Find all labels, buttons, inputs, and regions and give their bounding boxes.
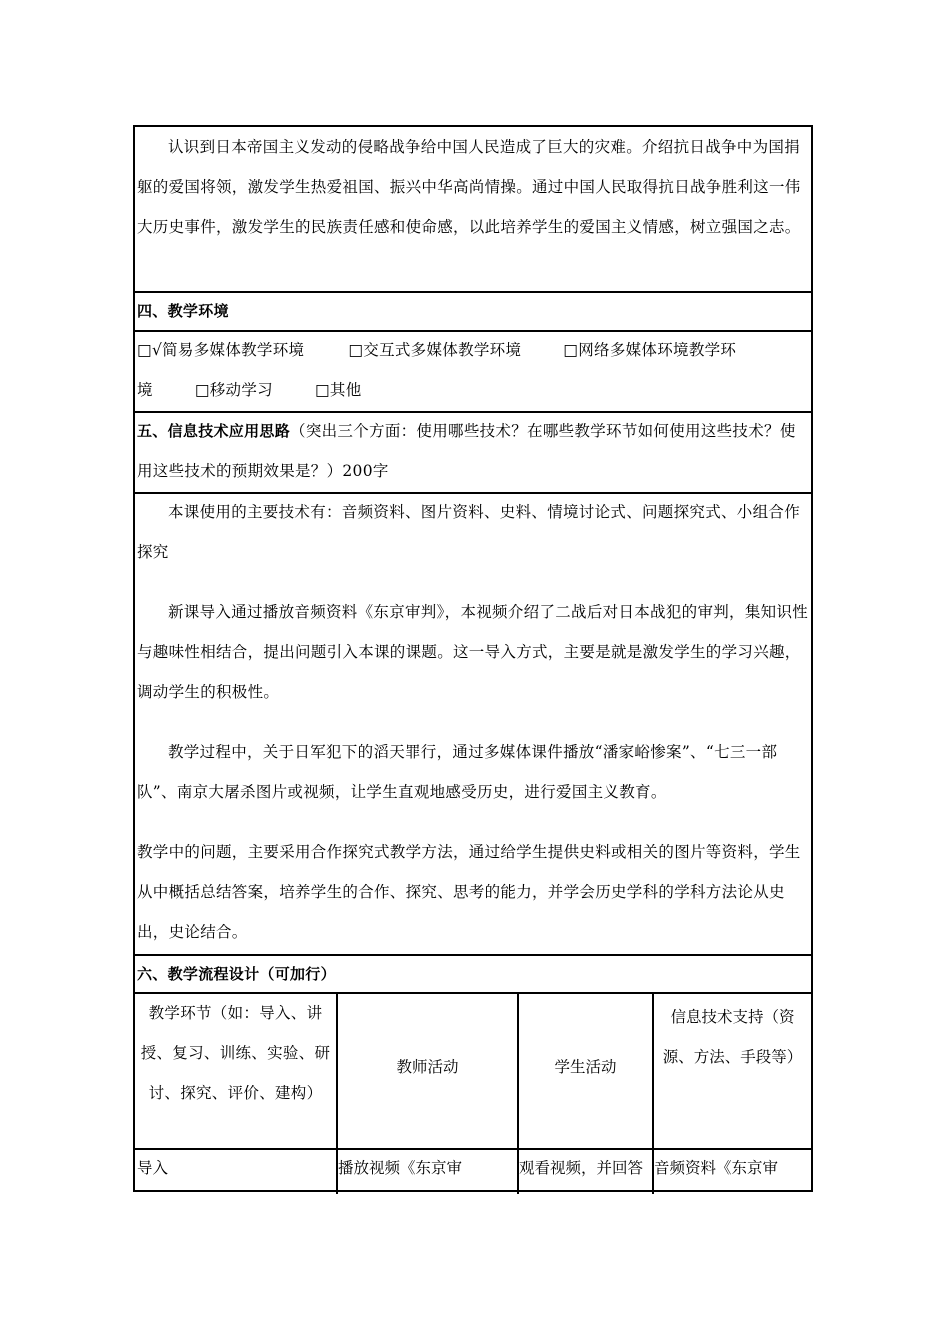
paragraph: 教学中的问题，主要采用合作探究式教学方法，通过给学生提供史料或相关的图片等资料，学生从中概括总结答案，培养学生的合作、探究、思考的能力，并学会历史学科的学科方法论从史出，史论结合。	[137, 843, 801, 941]
cell-text: 观看视频，并回答	[519, 1159, 644, 1177]
paragraph: 本课使用的主要技术有：音频资料、图片资料、史料、情境讨论式、问题探究式、小组合作探究	[137, 503, 801, 561]
cell-text: 导入	[137, 1159, 169, 1177]
goal-text: 认识到日本帝国主义发动的侵略战争给中国人民造成了巨大的灾难。介绍抗日战争中为国捐躯的爱国将领，激发学生热爱祖国、振兴中华高尚情操。通过中国人民取得抗日战争胜利这一伟大历史事件，激发学生的民族责任感和使命感，以此培养学生的爱国主义情感，树立强国之志。	[137, 138, 801, 236]
header-it-support-text: 信息技术支持（资源、方法、手段等）	[662, 1008, 803, 1066]
section-heading-it-approach	[135, 411, 811, 493]
table-row-stage	[137, 1148, 336, 1188]
environment-options	[135, 330, 811, 412]
section-heading-environment	[135, 291, 811, 331]
table-row-student	[519, 1148, 652, 1188]
option-mobile-learning[interactable]: □移动学习	[194, 381, 273, 399]
cell-text: 播放视频《东京审	[338, 1159, 463, 1177]
header-student	[519, 1047, 652, 1087]
header-stage	[135, 993, 336, 1113]
document-table	[133, 125, 813, 1192]
cell-text: 音频资料《东京审	[654, 1159, 779, 1177]
header-teacher	[338, 1047, 517, 1087]
option-interactive-multimedia[interactable]: □交互式多媒体教学环境	[348, 341, 522, 359]
option-simple-multimedia[interactable]: □√简易多媒体教学环境	[137, 341, 305, 359]
heading-note: （突出三个方面：使用哪些技术？在哪些教学环节如何使用这些技术？使用这些技术的预期效果是？）200字	[137, 422, 796, 480]
it-approach-body	[135, 492, 811, 955]
table-row-it	[654, 1148, 811, 1188]
header-student-text: 学生活动	[554, 1058, 617, 1076]
option-network-multimedia-wrap: 境	[137, 381, 153, 399]
section-heading-flow	[135, 954, 811, 994]
option-network-multimedia[interactable]: □网络多媒体环境教学环	[563, 341, 737, 359]
heading-text: 四、教学环境	[137, 302, 229, 320]
header-it-support	[654, 997, 811, 1077]
table-row-teacher	[338, 1148, 517, 1188]
heading-text: 五、信息技术应用思路	[137, 422, 291, 440]
header-stage-text: 教学环节（如：导入、讲授、复习、训练、实验、研讨、探究、评价、建构）	[140, 1004, 331, 1102]
paragraph: 教学过程中，关于日军犯下的滔天罪行，通过多媒体课件播放“潘家峪惨案”、“七三一部队”、南京大屠杀图片或视频，让学生直观地感受历史，进行爱国主义教育。	[137, 743, 778, 801]
goal-paragraph	[135, 127, 811, 291]
paragraph: 新课导入通过播放音频资料《东京审判》，本视频介绍了二战后对日本战犯的审判，集知识性与趣味性相结合，提出问题引入本课的课题。这一导入方式，主要是就是激发学生的学习兴趣，调动学生的积极性。	[137, 603, 809, 701]
header-teacher-text: 教师活动	[396, 1058, 459, 1076]
heading-text: 六、教学流程设计（可加行）	[137, 965, 336, 983]
option-other[interactable]: □其他	[314, 381, 362, 399]
